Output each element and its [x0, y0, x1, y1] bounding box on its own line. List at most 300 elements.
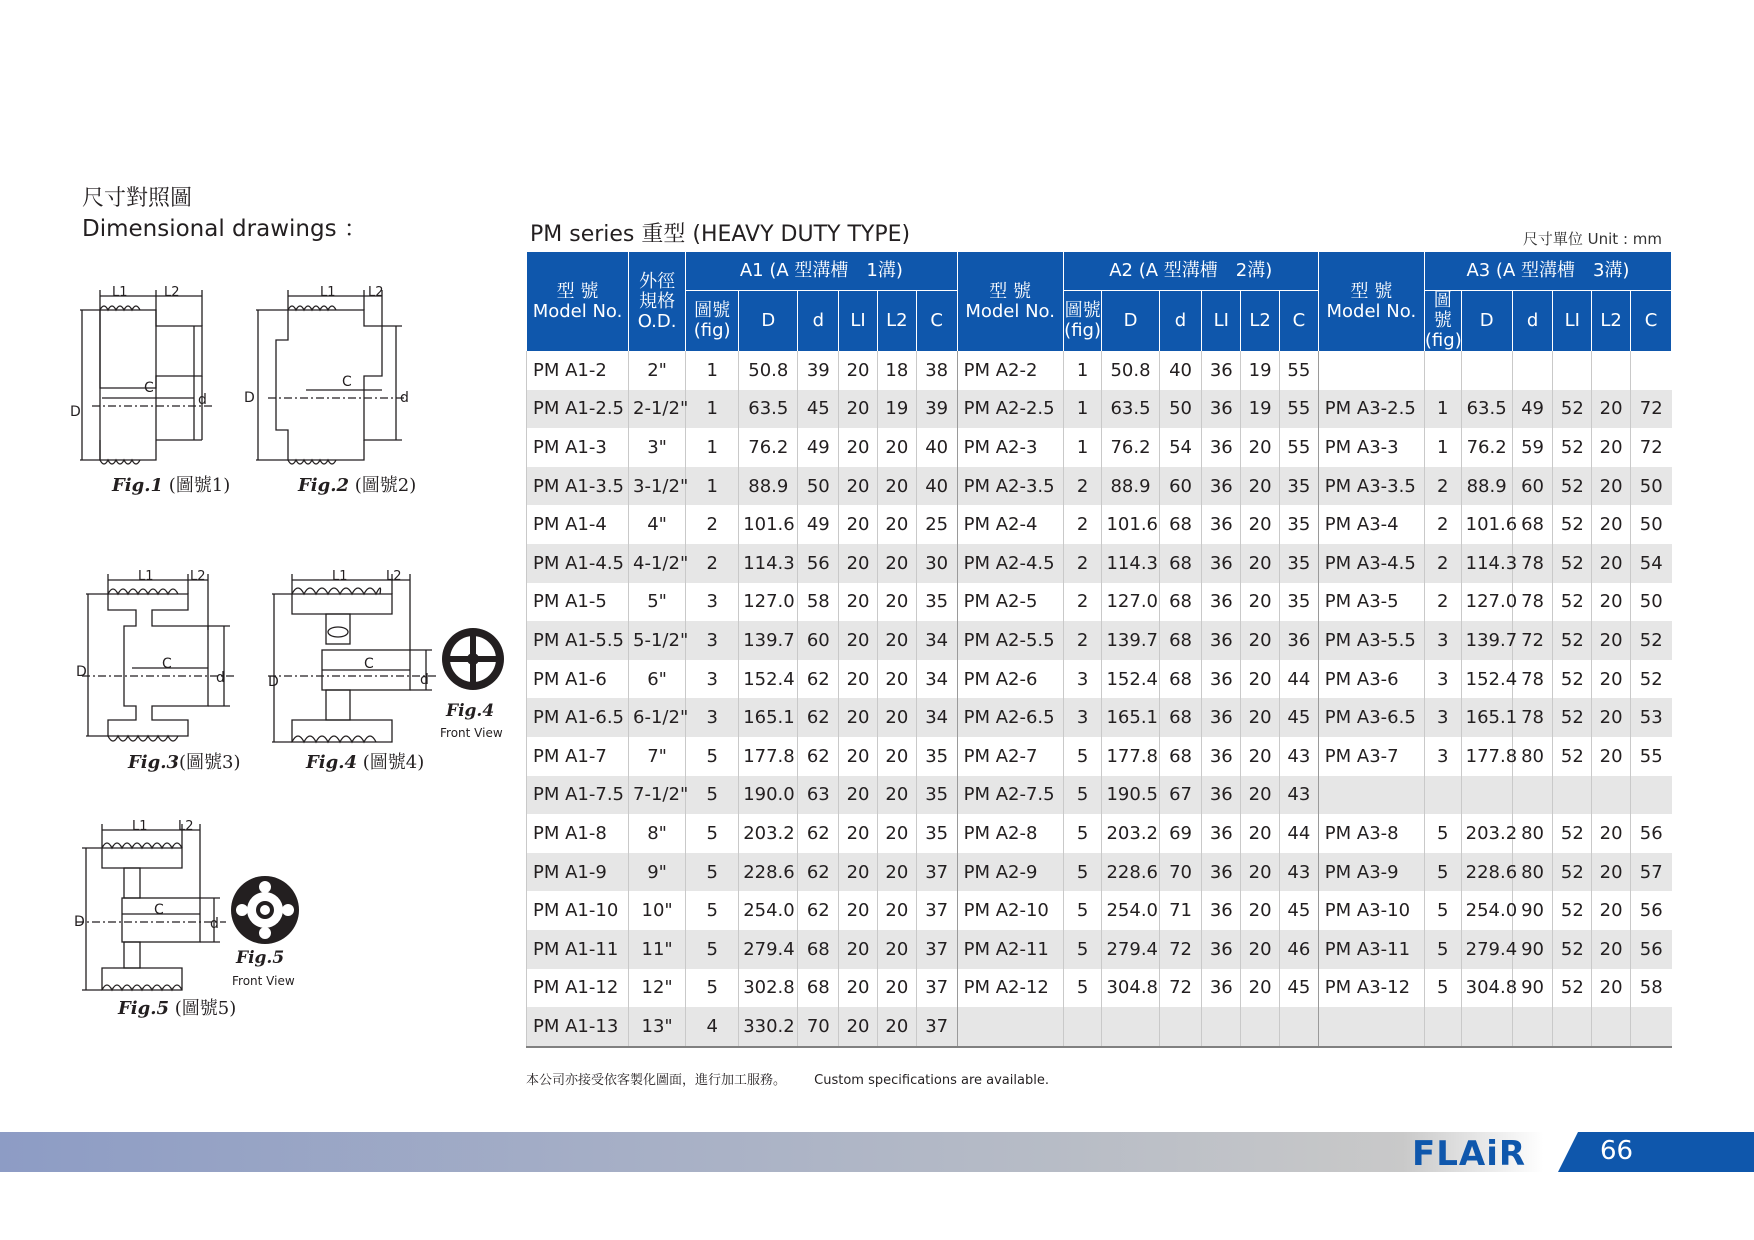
table-cell: 5 — [1063, 891, 1102, 930]
table-cell — [1592, 776, 1631, 815]
table-cell: 35 — [1279, 544, 1318, 583]
table-cell: 52 — [1553, 428, 1592, 467]
table-cell: PM A1-2 — [527, 351, 629, 390]
table-cell: 62 — [798, 853, 839, 892]
table-cell: 2 — [1424, 467, 1461, 506]
table-cell: 20 — [1592, 814, 1631, 853]
table-cell — [1159, 1007, 1202, 1047]
table-cell: 43 — [1279, 776, 1318, 815]
table-cell: 52 — [1553, 930, 1592, 969]
svg-text:C: C — [154, 902, 164, 918]
table-cell: 127.0 — [739, 583, 798, 622]
table-row — [527, 1007, 1672, 1047]
page-number-tab — [1558, 1132, 1754, 1172]
table-cell: 12" — [629, 969, 686, 1008]
table-cell: 165.1 — [1461, 698, 1512, 737]
table-cell: 3 — [1424, 621, 1461, 660]
table-cell: 39 — [916, 390, 957, 429]
table-cell: 20 — [1592, 891, 1631, 930]
table-cell: PM A1-7.5 — [527, 776, 629, 815]
table-cell: 25 — [916, 505, 957, 544]
table-cell: 5 — [1424, 814, 1461, 853]
table-cell: 114.3 — [739, 544, 798, 583]
table-cell: 88.9 — [1102, 467, 1159, 506]
table-cell: 20 — [839, 737, 878, 776]
table-cell — [1424, 1007, 1461, 1047]
table-cell: 45 — [1279, 891, 1318, 930]
table-cell: PM A2-5.5 — [957, 621, 1063, 660]
table-cell: 20 — [839, 621, 878, 660]
table-cell: 36 — [1202, 428, 1241, 467]
table-cell — [1553, 1007, 1592, 1047]
table-cell: 52 — [1553, 390, 1592, 429]
svg-text:d: d — [210, 916, 219, 932]
table-cell: 52 — [1553, 467, 1592, 506]
table-cell: 2 — [1063, 583, 1102, 622]
table-cell: 20 — [877, 853, 916, 892]
table-cell: 20 — [1241, 930, 1280, 969]
table-cell: 114.3 — [1461, 544, 1512, 583]
table-cell: 55 — [1279, 428, 1318, 467]
table-cell: 59 — [1512, 428, 1553, 467]
table-cell: PM A1-8 — [527, 814, 629, 853]
table-cell: 5 — [686, 776, 739, 815]
table-cell: 1 — [1063, 390, 1102, 429]
table-cell: 68 — [798, 930, 839, 969]
table-cell: 152.4 — [1102, 660, 1159, 699]
table-cell: 37 — [916, 1007, 957, 1047]
table-cell: 20 — [1592, 621, 1631, 660]
table-cell: 5 — [1063, 814, 1102, 853]
table-cell: 5 — [686, 930, 739, 969]
table-row — [527, 814, 1672, 853]
table-cell: 5 — [686, 969, 739, 1008]
table-cell: 1 — [686, 428, 739, 467]
table-cell: 20 — [839, 814, 878, 853]
table-cell: 20 — [1241, 814, 1280, 853]
table-cell: 40 — [916, 467, 957, 506]
svg-text:D: D — [74, 914, 85, 930]
col-header: d — [1159, 291, 1202, 352]
col-header: D — [739, 291, 798, 352]
col-header: LI — [839, 291, 878, 352]
table-cell: 35 — [916, 737, 957, 776]
svg-text:d: d — [400, 390, 409, 406]
svg-text:d: d — [198, 392, 207, 408]
table-cell: 2 — [1063, 544, 1102, 583]
col-header: D — [1102, 291, 1159, 352]
table-cell: 52 — [1553, 698, 1592, 737]
table-cell: PM A1-3 — [527, 428, 629, 467]
table-cell: 127.0 — [1102, 583, 1159, 622]
table-cell: 35 — [916, 583, 957, 622]
table-cell: 20 — [877, 814, 916, 853]
table-cell: 165.1 — [1102, 698, 1159, 737]
table-cell — [1592, 351, 1631, 390]
table-cell: 304.8 — [1461, 969, 1512, 1008]
svg-text:D: D — [268, 674, 279, 690]
table-cell: 20 — [877, 969, 916, 1008]
table-cell: 36 — [1202, 660, 1241, 699]
table-cell: 2 — [686, 505, 739, 544]
table-cell: 3 — [1424, 698, 1461, 737]
svg-text:L2: L2 — [368, 285, 384, 300]
table-cell: 20 — [1592, 505, 1631, 544]
table-cell: 20 — [1241, 505, 1280, 544]
table-cell: 36 — [1202, 544, 1241, 583]
model-header-a3: 型 號 Model No. — [1318, 252, 1424, 351]
table-title: PM series 重型 (HEAVY DUTY TYPE) — [530, 222, 911, 247]
table-cell: 2 — [1424, 544, 1461, 583]
table-cell: 40 — [1159, 351, 1202, 390]
table-cell: 90 — [1512, 969, 1553, 1008]
table-cell: 68 — [1159, 544, 1202, 583]
table-cell: PM A3-6 — [1318, 660, 1424, 699]
table-cell: 20 — [877, 776, 916, 815]
table-cell: 45 — [798, 390, 839, 429]
table-cell: 139.7 — [739, 621, 798, 660]
svg-text:L1: L1 — [138, 569, 154, 584]
table-row — [527, 351, 1672, 390]
col-header: d — [1512, 291, 1553, 352]
table-cell: PM A1-7 — [527, 737, 629, 776]
table-cell: 20 — [1241, 969, 1280, 1008]
table-cell: 5 — [1063, 737, 1102, 776]
figure-4-front-label: Fig.4 — [446, 701, 495, 721]
table-cell: PM A2-3 — [957, 428, 1063, 467]
table-cell: 20 — [839, 698, 878, 737]
table-cell — [1512, 1007, 1553, 1047]
table-cell: 53 — [1630, 698, 1671, 737]
figure-4-drawing — [262, 570, 442, 750]
table-cell: 101.6 — [1461, 505, 1512, 544]
table-cell: PM A2-5 — [957, 583, 1063, 622]
table-cell: 3 — [1063, 698, 1102, 737]
svg-text:D: D — [76, 664, 87, 680]
table-cell: 72 — [1512, 621, 1553, 660]
table-cell: 52 — [1553, 583, 1592, 622]
table-cell: 63.5 — [739, 390, 798, 429]
table-cell: PM A3-3.5 — [1318, 467, 1424, 506]
table-cell: 37 — [916, 969, 957, 1008]
table-cell: 72 — [1159, 930, 1202, 969]
table-cell: 5-1/2" — [629, 621, 686, 660]
table-cell: 34 — [916, 621, 957, 660]
table-cell: 5 — [1424, 891, 1461, 930]
table-cell: 88.9 — [1461, 467, 1512, 506]
table-cell: 52 — [1630, 660, 1671, 699]
table-row — [527, 544, 1672, 583]
table-cell: 40 — [916, 428, 957, 467]
table-cell: 52 — [1553, 544, 1592, 583]
svg-text:D: D — [244, 390, 255, 406]
table-cell: 19 — [1241, 351, 1280, 390]
table-cell — [1461, 776, 1512, 815]
figure-2-caption: Fig.2 (圖號2) — [298, 475, 417, 496]
table-cell: 7" — [629, 737, 686, 776]
fig-header: 圖號 (fig) — [686, 291, 739, 352]
table-cell: 50 — [1159, 390, 1202, 429]
col-header: L2 — [1592, 291, 1631, 352]
figure-1-caption: Fig.1 (圖號1) — [112, 475, 231, 496]
table-cell — [1553, 351, 1592, 390]
table-cell: 20 — [877, 1007, 916, 1047]
table-cell: PM A1-5.5 — [527, 621, 629, 660]
table-cell: PM A2-11 — [957, 930, 1063, 969]
table-cell: PM A1-3.5 — [527, 467, 629, 506]
table-cell: 101.6 — [1102, 505, 1159, 544]
table-cell: PM A2-4 — [957, 505, 1063, 544]
table-cell: 4-1/2" — [629, 544, 686, 583]
group-a1-header: A1 (A 型溝槽 1溝) — [686, 252, 957, 291]
table-cell: PM A3-4.5 — [1318, 544, 1424, 583]
table-cell: 20 — [1241, 428, 1280, 467]
table-cell: 2 — [1424, 505, 1461, 544]
table-row — [527, 505, 1672, 544]
table-cell: 1 — [1063, 351, 1102, 390]
table-cell: 5 — [686, 891, 739, 930]
col-header: C — [1279, 291, 1318, 352]
table-cell: 50.8 — [1102, 351, 1159, 390]
table-cell: 20 — [1241, 737, 1280, 776]
table-cell: 52 — [1553, 660, 1592, 699]
table-cell: 20 — [839, 583, 878, 622]
table-cell: 20 — [1241, 621, 1280, 660]
table-cell: 50 — [1630, 583, 1671, 622]
svg-text:D: D — [70, 404, 81, 420]
table-cell: 5 — [1063, 853, 1102, 892]
table-cell: 3 — [1063, 660, 1102, 699]
table-cell: 52 — [1553, 853, 1592, 892]
table-cell: 36 — [1202, 621, 1241, 660]
table-cell: 3 — [1424, 660, 1461, 699]
table-cell — [1461, 1007, 1512, 1047]
table-cell: 2 — [686, 544, 739, 583]
figure-5-drawing — [72, 818, 232, 998]
table-cell: 228.6 — [739, 853, 798, 892]
col-header: L2 — [1241, 291, 1280, 352]
table-cell — [1102, 1007, 1159, 1047]
table-cell — [1553, 776, 1592, 815]
table-cell: 20 — [839, 428, 878, 467]
table-cell: 279.4 — [1102, 930, 1159, 969]
table-cell: 52 — [1553, 737, 1592, 776]
table-row — [527, 583, 1672, 622]
table-cell: 37 — [916, 891, 957, 930]
table-cell: 69 — [1159, 814, 1202, 853]
table-cell: 3 — [1424, 737, 1461, 776]
table-cell: 20 — [877, 621, 916, 660]
table-cell: 3 — [686, 660, 739, 699]
table-cell: 228.6 — [1102, 853, 1159, 892]
table-cell: 20 — [877, 930, 916, 969]
table-cell — [1592, 1007, 1631, 1047]
table-cell: PM A1-10 — [527, 891, 629, 930]
table-cell: 57 — [1630, 853, 1671, 892]
table-cell: 177.8 — [1461, 737, 1512, 776]
svg-text:C: C — [144, 380, 154, 396]
table-cell: 5 — [686, 853, 739, 892]
table-cell: 5 — [686, 737, 739, 776]
table-cell: 20 — [839, 505, 878, 544]
table-cell: 78 — [1512, 544, 1553, 583]
table-cell: PM A3-11 — [1318, 930, 1424, 969]
table-cell: 190.5 — [1102, 776, 1159, 815]
flair-logo: FLAiR — [1412, 1134, 1527, 1174]
table-cell: 52 — [1553, 621, 1592, 660]
table-row — [527, 853, 1672, 892]
table-row — [527, 930, 1672, 969]
col-header: C — [916, 291, 957, 352]
fig-header: 圖號 (fig) — [1063, 291, 1102, 352]
table-cell: 68 — [1159, 621, 1202, 660]
table-cell: 36 — [1202, 505, 1241, 544]
table-cell: 11" — [629, 930, 686, 969]
table-cell — [957, 1007, 1063, 1047]
table-cell: 60 — [1159, 467, 1202, 506]
table-cell: 114.3 — [1102, 544, 1159, 583]
table-cell: PM A1-5 — [527, 583, 629, 622]
table-cell: 56 — [1630, 814, 1671, 853]
table-cell: 68 — [1159, 698, 1202, 737]
col-header: LI — [1553, 291, 1592, 352]
table-cell — [1318, 776, 1424, 815]
table-cell: 5" — [629, 583, 686, 622]
table-cell: 20 — [839, 776, 878, 815]
table-cell: 20 — [839, 1007, 878, 1047]
table-cell: 20 — [877, 891, 916, 930]
table-cell: PM A2-9 — [957, 853, 1063, 892]
table-cell: 20 — [1592, 853, 1631, 892]
table-cell: 63.5 — [1461, 390, 1512, 429]
table-cell: 76.2 — [739, 428, 798, 467]
table-cell: 5 — [1424, 969, 1461, 1008]
table-cell: 52 — [1553, 969, 1592, 1008]
table-cell: PM A3-12 — [1318, 969, 1424, 1008]
col-header: L2 — [877, 291, 916, 352]
unit-label: 尺寸單位 Unit : mm — [1522, 230, 1662, 248]
table-cell: 20 — [1241, 891, 1280, 930]
table-cell: 302.8 — [739, 969, 798, 1008]
table-cell: 56 — [1630, 930, 1671, 969]
table-cell: 70 — [1159, 853, 1202, 892]
table-cell — [1279, 1007, 1318, 1047]
table-cell: PM A2-2.5 — [957, 390, 1063, 429]
table-cell: 35 — [916, 776, 957, 815]
table-cell: 36 — [1202, 891, 1241, 930]
table-cell: 46 — [1279, 930, 1318, 969]
table-row — [527, 698, 1672, 737]
table-cell: 127.0 — [1461, 583, 1512, 622]
table-cell: 55 — [1279, 351, 1318, 390]
table-cell: 36 — [1202, 737, 1241, 776]
table-cell — [1318, 351, 1424, 390]
table-cell: 36 — [1202, 930, 1241, 969]
table-row — [527, 776, 1672, 815]
table-row — [527, 660, 1672, 699]
table-cell: 5 — [1063, 969, 1102, 1008]
drawings-title-en: Dimensional drawings ： — [82, 216, 367, 242]
table-cell: 54 — [1630, 544, 1671, 583]
table-cell: 70 — [798, 1007, 839, 1047]
table-cell: 203.2 — [1461, 814, 1512, 853]
table-cell: 68 — [1159, 737, 1202, 776]
table-cell — [1424, 351, 1461, 390]
table-cell — [1630, 776, 1671, 815]
figure-2-drawing — [244, 285, 416, 480]
table-cell: 20 — [1592, 660, 1631, 699]
table-cell: 19 — [1241, 390, 1280, 429]
svg-text:C: C — [162, 656, 172, 672]
table-cell: 152.4 — [1461, 660, 1512, 699]
table-cell: 62 — [798, 891, 839, 930]
table-cell: 20 — [877, 428, 916, 467]
table-cell: 34 — [916, 698, 957, 737]
table-cell: 78 — [1512, 660, 1553, 699]
table-cell: PM A2-12 — [957, 969, 1063, 1008]
table-cell: 3" — [629, 428, 686, 467]
table-cell: 2 — [1063, 467, 1102, 506]
table-cell: 36 — [1202, 698, 1241, 737]
table-cell: 36 — [1202, 351, 1241, 390]
table-cell: 177.8 — [1102, 737, 1159, 776]
svg-text:d: d — [420, 672, 429, 688]
col-header: D — [1461, 291, 1512, 352]
svg-text:L2: L2 — [386, 569, 402, 584]
table-cell — [1630, 351, 1671, 390]
table-cell: PM A2-7.5 — [957, 776, 1063, 815]
table-cell: PM A2-8 — [957, 814, 1063, 853]
table-cell: 279.4 — [1461, 930, 1512, 969]
table-cell: 68 — [1159, 660, 1202, 699]
table-row — [527, 428, 1672, 467]
table-cell: PM A1-9 — [527, 853, 629, 892]
figure-4-caption: Fig.4 (圖號4) — [306, 752, 425, 773]
table-cell: 20 — [839, 891, 878, 930]
table-cell: 1 — [1063, 428, 1102, 467]
table-cell: 2 — [1063, 505, 1102, 544]
figure-4-front-view-icon — [440, 626, 506, 692]
table-row — [527, 621, 1672, 660]
table-cell: 52 — [1553, 814, 1592, 853]
table-cell: 20 — [839, 930, 878, 969]
table-cell: 13" — [629, 1007, 686, 1047]
table-cell: 1 — [686, 351, 739, 390]
model-header-a2: 型 號 Model No. — [957, 252, 1063, 351]
table-cell: 190.0 — [739, 776, 798, 815]
table-cell: 35 — [1279, 583, 1318, 622]
table-cell: 43 — [1279, 737, 1318, 776]
table-cell: PM A3-5.5 — [1318, 621, 1424, 660]
table-cell: 2" — [629, 351, 686, 390]
table-cell: 5 — [1063, 776, 1102, 815]
table-cell: 63.5 — [1102, 390, 1159, 429]
table-cell: 49 — [798, 428, 839, 467]
table-cell: 203.2 — [1102, 814, 1159, 853]
table-cell: PM A1-4.5 — [527, 544, 629, 583]
table-cell: 1 — [686, 390, 739, 429]
figure-5-front-view-label: Front View — [232, 974, 295, 988]
table-cell: 35 — [1279, 467, 1318, 506]
spec-table — [526, 252, 1672, 1048]
table-cell: 76.2 — [1461, 428, 1512, 467]
table-cell: 1 — [1424, 390, 1461, 429]
table-cell: 7-1/2" — [629, 776, 686, 815]
table-cell: 36 — [1279, 621, 1318, 660]
table-cell: 3 — [686, 621, 739, 660]
table-cell: 20 — [877, 544, 916, 583]
table-cell: 20 — [839, 544, 878, 583]
